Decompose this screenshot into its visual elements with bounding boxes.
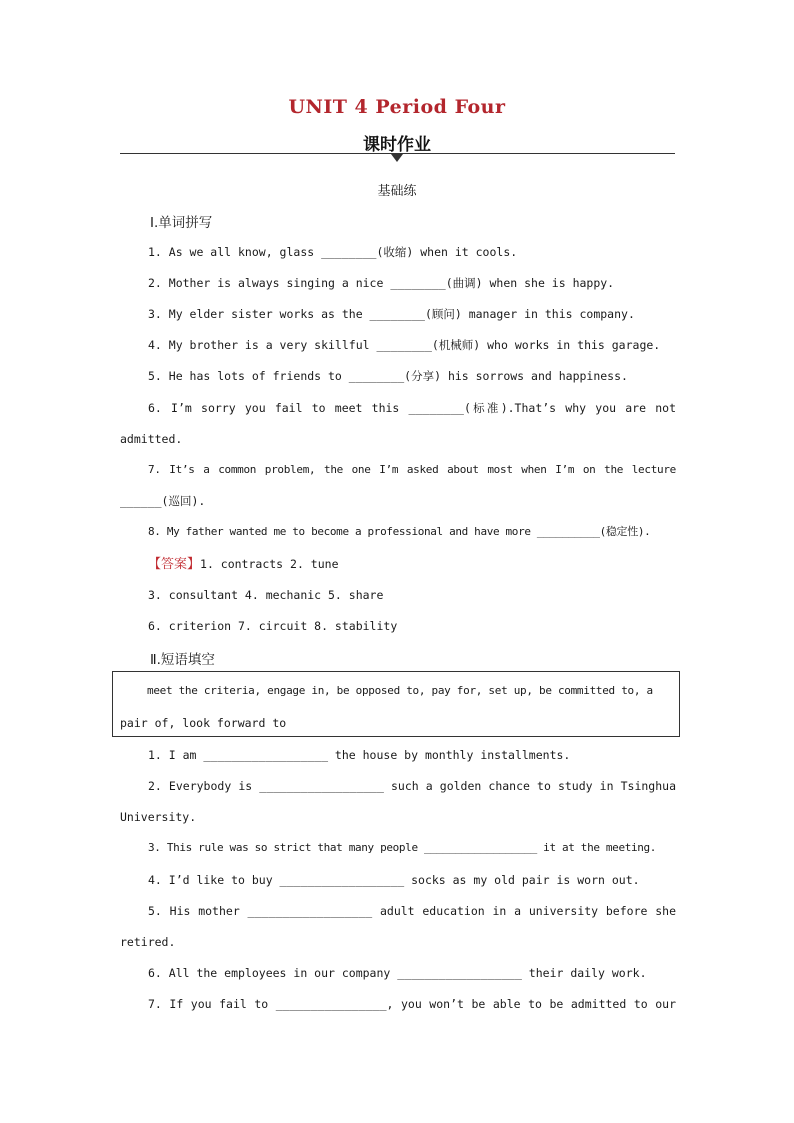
part1-heading: Ⅰ.单词拼写: [150, 215, 213, 231]
phrase-box-line: meet the criteria, engage in, be opposed to, pay for, set up, be committed to, a: [147, 684, 653, 697]
part2-item-continuation: University.: [120, 810, 197, 824]
answer-text: 1. contracts 2. tune: [200, 557, 339, 571]
part2-item: 4. I’d like to buy __________________ socks as my old pair is worn out.: [148, 873, 640, 887]
part2-heading: Ⅱ.短语填空: [150, 652, 215, 668]
answer-line: [148, 556, 676, 573]
part2-item: 5. His mother __________________ adult education in a university before she: [148, 904, 676, 918]
part2-item: 6. All the employees in our company __________________ their daily work.: [148, 966, 647, 980]
part2-item: 7. If you fail to ________________, you won’t be able to be admitted to our: [148, 997, 676, 1011]
part2-item: 3. This rule was so strict that many people __________________ it at the meeting.: [148, 841, 657, 854]
answer-line: 6. criterion 7. circuit 8. stability: [148, 619, 398, 633]
page-title: UNIT 4 Period Four: [288, 96, 506, 118]
phrase-box: [112, 671, 680, 737]
part1-item: 5. He has lots of friends to ________(分享) his sorrows and happiness.: [148, 369, 628, 383]
section-label: 基础练: [377, 184, 417, 199]
answer-tag: 【答案】: [148, 557, 201, 572]
part1-item: 7. It’s a common problem, the one I’m asked about most when I’m on the lecture: [148, 463, 676, 476]
answer-line: 3. consultant 4. mechanic 5. share: [148, 588, 384, 602]
part1-item: 1. As we all know, glass ________(收缩) when it cools.: [148, 245, 518, 259]
page-subtitle: 课时作业: [363, 135, 431, 155]
part2-item: 1. I am __________________ the house by monthly installments.: [148, 748, 571, 762]
part2-item: 2. Everybody is __________________ such a golden chance to study in Tsinghua: [148, 779, 676, 793]
phrase-box-line: pair of, look forward to: [120, 716, 287, 730]
part1-item: 2. Mother is always singing a nice ________(曲调) when she is happy.: [148, 276, 615, 290]
part1-item: 3. My elder sister works as the ________(顾问) manager in this company.: [148, 307, 635, 321]
part1-item-continuation: admitted.: [120, 432, 183, 446]
part2-item-continuation: retired.: [120, 935, 176, 949]
part1-item-continuation: ______(巡回).: [120, 494, 206, 508]
part1-item: 6. I’m sorry you fail to meet this ________(标准).That’s why you are not: [148, 401, 676, 415]
header-rule-marker-icon: [391, 154, 403, 162]
part1-item: 4. My brother is a very skillful ________(机械师) who works in this garage.: [148, 338, 661, 352]
part1-item: 8. My father wanted me to become a professional and have more __________(稳定性).: [148, 525, 651, 538]
